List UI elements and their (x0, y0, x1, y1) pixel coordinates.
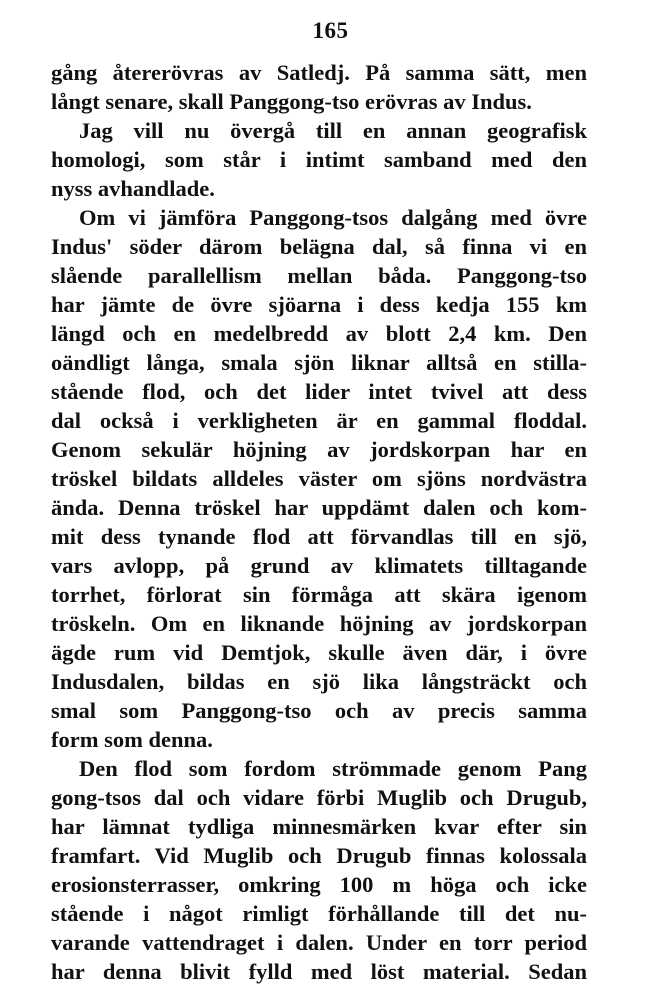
body-text (51, 58, 587, 986)
text-line: gång återerövras av Satledj. På samma sätt, men (51, 60, 587, 85)
text-line: dal också i verkligheten är en gammal floddal. (51, 408, 587, 433)
text-line: framfart. Vid Muglib och Drugub finnas kolossala (51, 843, 587, 868)
text-line: smal som Panggong-tso och av precis samma (51, 698, 587, 723)
text-line: Indusdalen, bildas en sjö lika långsträckt och (51, 669, 587, 694)
text-line: längd och en medelbredd av blott 2,4 km. Den (51, 321, 587, 346)
text-line: långt senare, skall Panggong-tso erövras av Indus. (51, 89, 532, 114)
text-line: ända. Denna tröskel har uppdämt dalen och kom- (51, 495, 587, 520)
text-line: torrhet, förlorat sin förmåga att skära igenom (51, 582, 587, 607)
text-line: homologi, som står i intimt samband med den (51, 147, 587, 172)
text-line: nyss avhandlade. (51, 176, 215, 201)
text-line: stående i något rimligt förhållande till det nu- (51, 901, 587, 926)
text-line: form som denna. (51, 727, 213, 752)
text-line: har jämte de övre sjöarna i dess kedja 155 km (51, 292, 587, 317)
text-line: gong-tsos dal och vidare förbi Muglib och Drugub, (51, 785, 587, 810)
text-line: har denna blivit fylld med löst material. Sedan (51, 959, 587, 984)
text-line: Om vi jämföra Panggong-tsos dalgång med övre (79, 205, 587, 230)
text-line: erosionsterrasser, omkring 100 m höga och icke (51, 872, 587, 897)
text-line: tröskeln. Om en liknande höjning av jordskorpan (51, 611, 587, 636)
text-line: Genom sekulär höjning av jordskorpan har en (51, 437, 587, 462)
text-line: stående flod, och det lider intet tvivel att dess (51, 379, 587, 404)
text-line: Indus' söder därom belägna dal, så finna vi en (51, 234, 587, 259)
page-number: 165 (312, 18, 349, 43)
text-line: vars avlopp, på grund av klimatets tilltagande (51, 553, 587, 578)
text-line: tröskel bildats alldeles väster om sjöns nordvästra (51, 466, 587, 491)
text-line: slående parallellism mellan båda. Panggong-tso (51, 263, 587, 288)
text-line: oändligt långa, smala sjön liknar alltså en stilla- (51, 350, 587, 375)
text-line: Den flod som fordom strömmade genom Pang (79, 756, 587, 781)
text-line: Jag vill nu övergå till en annan geografisk (79, 118, 587, 143)
text-line: mit dess tynande flod att förvandlas till en sjö, (51, 524, 587, 549)
text-line: varande vattendraget i dalen. Under en torr period (51, 930, 587, 955)
text-line: ägde rum vid Demtjok, skulle även där, i övre (51, 640, 587, 665)
text-line: har lämnat tydliga minnesmärken kvar efter sin (51, 814, 587, 839)
